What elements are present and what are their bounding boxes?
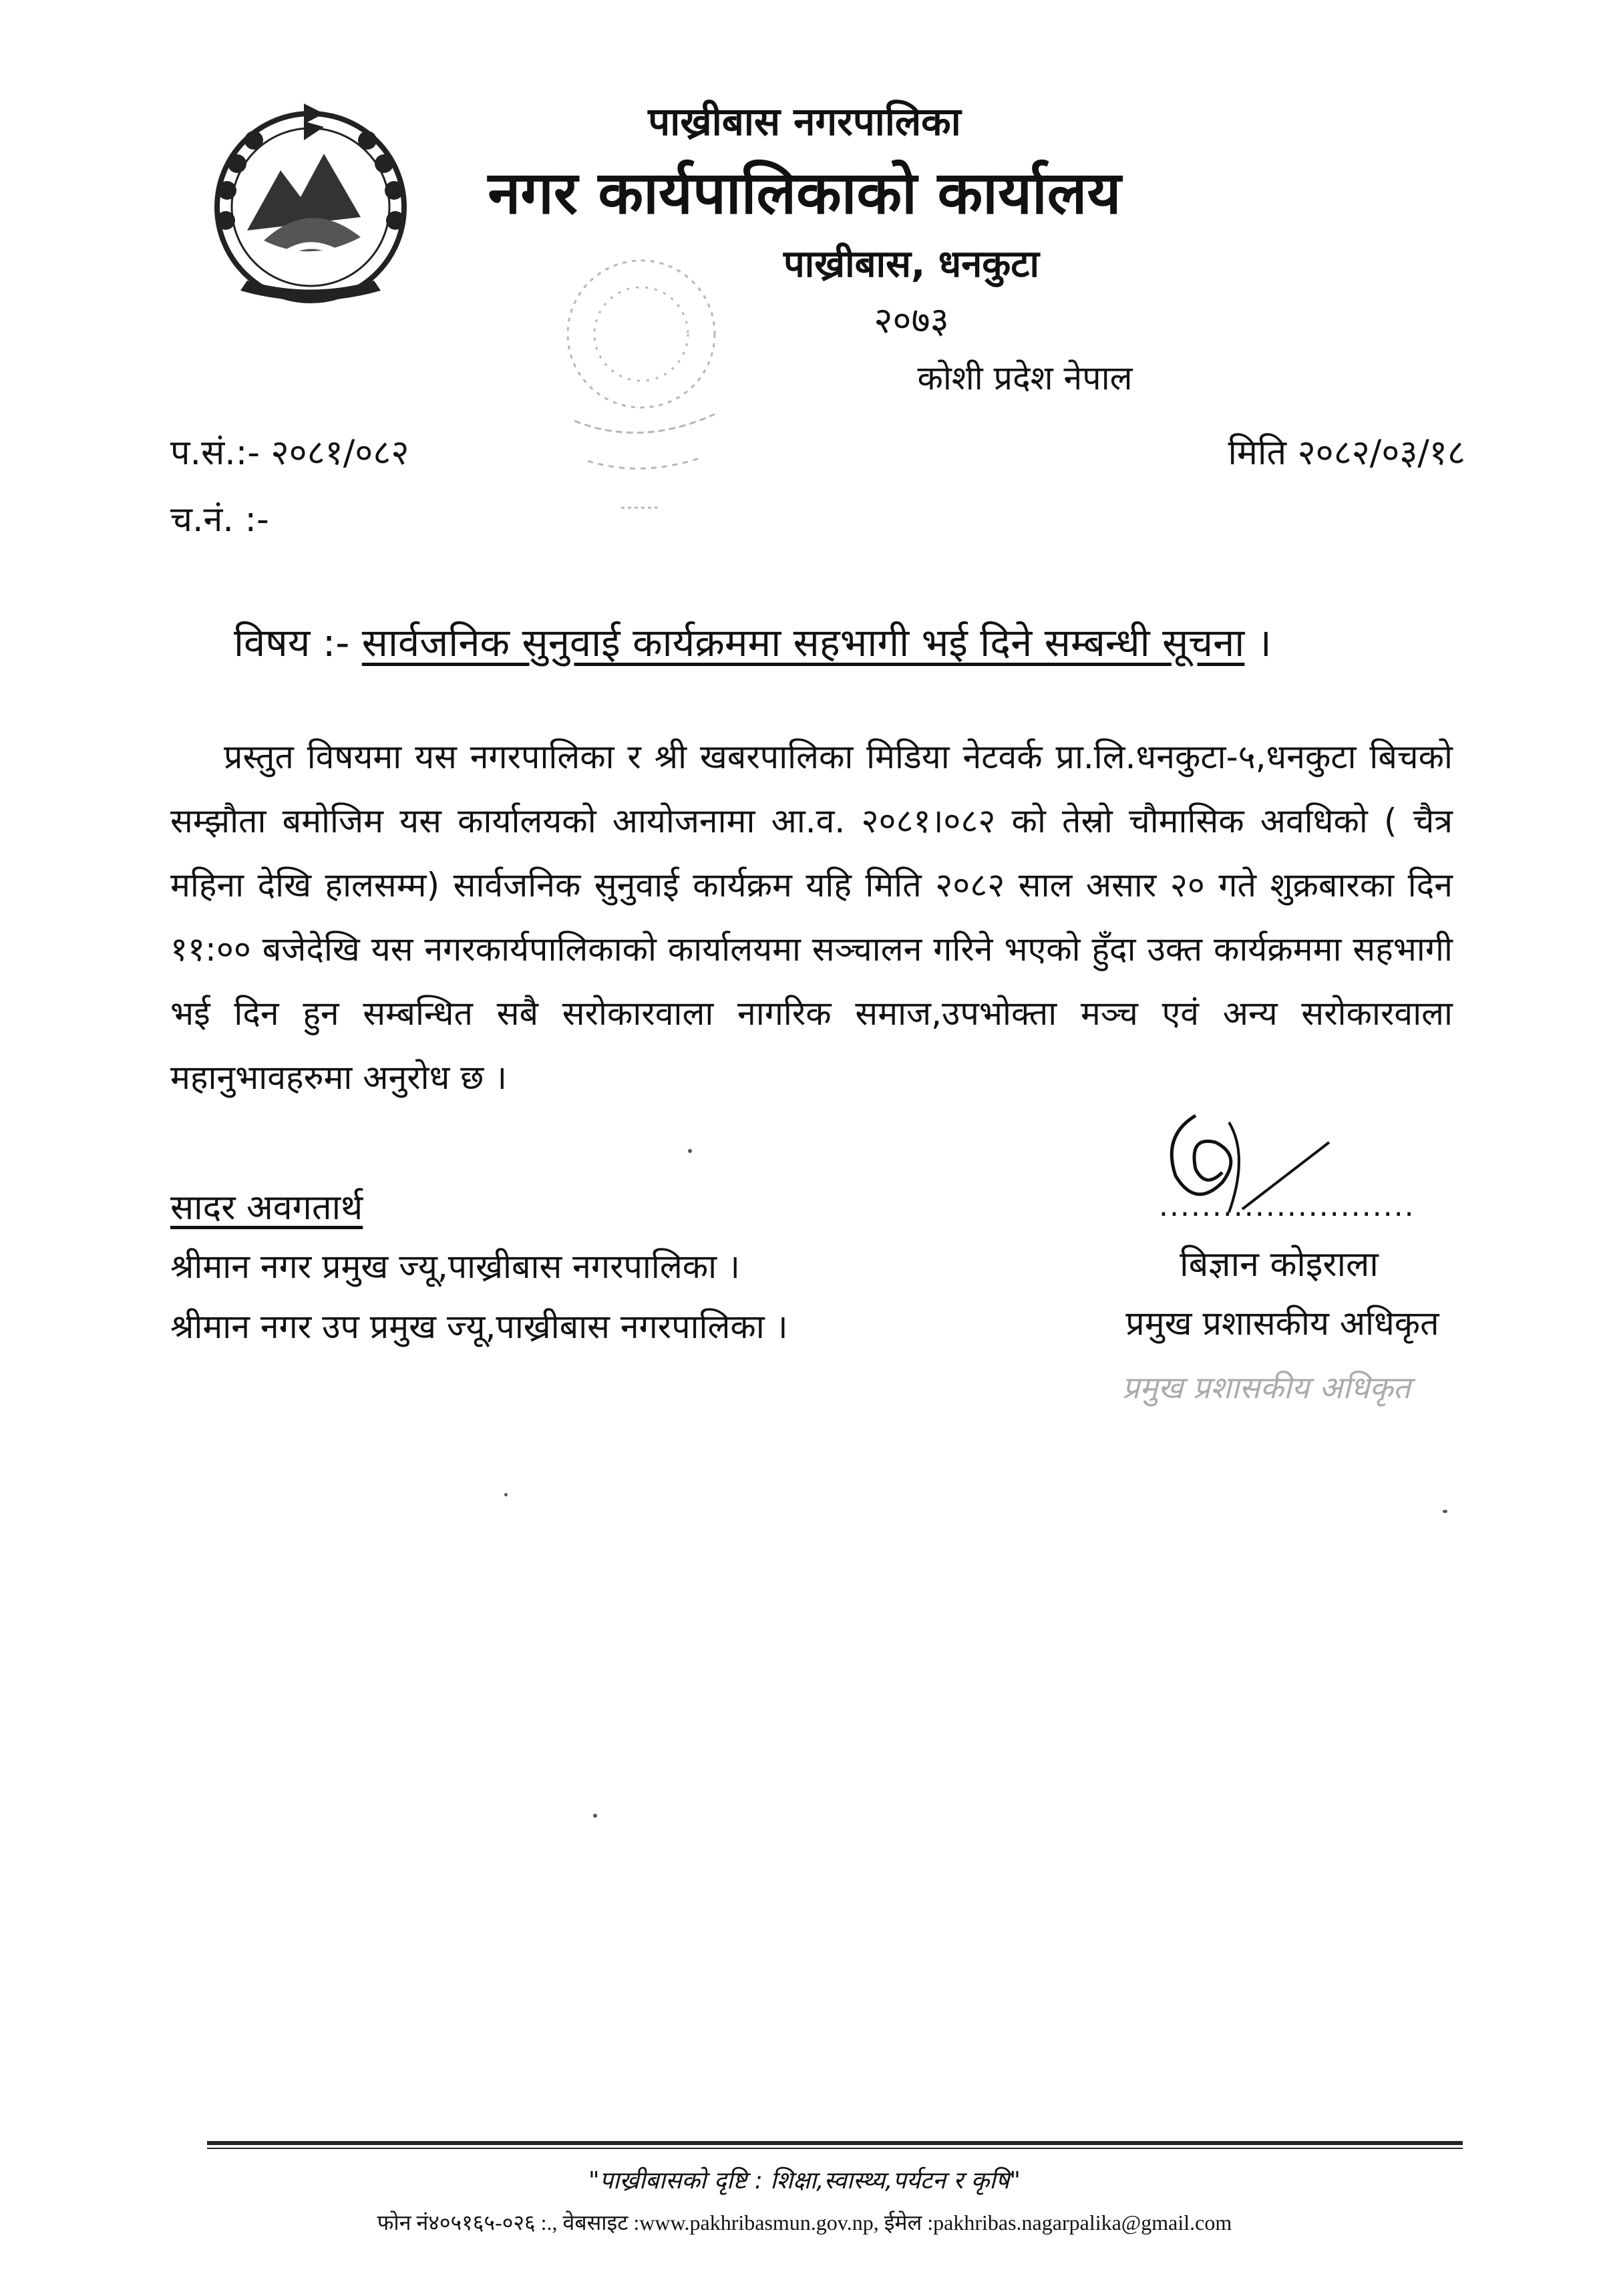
signatory-stamp: प्रमुख प्रशासकीय अधिकृत xyxy=(1122,1369,1411,1406)
province-name: कोशी प्रदेश नेपाल xyxy=(917,359,1133,397)
notice-body: प्रस्तुत विषयमा यस नगरपालिका र श्री खबरपालिका मिडिया नेटवर्क प्रा.लि.धनकुटा-५,धनकुटा बिचको सम्झौता बमोजिम यस कार्यालयको आयोजनामा आ.व. २०८१।०८२ को तेस्रो चौमासिक अवधिको ( चैत्र महिना देखि हालसम्म) सार्वजनिक सुनुवाई कार्यक्रम यहि मिति २०८२ साल असार २० गते शुक्रबारका दिन ११:०० बजेदेखि यस नगरकार्यपालिकाको कार्यालयमा सञ्चालन गरिने भएको हुँदा उक्त कार्यक्रममा सहभागी भई दिन हुन सम्बन्धित सबै सरोकारवाला नागरिक समाज,उपभोक्ता मञ्च एवं अन्य सरोकारवाला महानुभावहरुमा अनुरोध छ । xyxy=(170,737,1453,1097)
reference-number: प.सं.:- २०८१/०८२ xyxy=(170,433,409,473)
scan-speck xyxy=(1443,1510,1447,1513)
cc-recipient: श्रीमान नगर प्रमुख ज्यू,पाख्रीबास नगरपालिका । xyxy=(170,1247,740,1286)
scan-speck xyxy=(593,1814,597,1818)
footer-contact: फोन नं४०५१६५-०२६ :., वेबसाइट :www.pakhribasmun.gov.np, ईमेल :pakhribas.nagarpalika@gmail.com xyxy=(377,2210,1232,2235)
footer-divider xyxy=(207,2141,1463,2145)
subject-line xyxy=(234,615,1272,667)
subject-label: विषय :- xyxy=(234,620,350,665)
subject-text: सार्वजनिक सुनुवाई कार्यक्रममा सहभागी भई दिने सम्बन्धी सूचना xyxy=(361,620,1245,665)
scan-speck xyxy=(688,1149,692,1153)
municipality-name: पाख्रीबास नगरपालिका xyxy=(648,99,961,144)
office-address: पाख्रीबास, धनकुटा xyxy=(783,242,1040,286)
scan-speck xyxy=(504,1493,508,1496)
office-title: नगर कार्यपालिकाको कार्यालय xyxy=(488,158,1121,227)
cc-recipient: श्रीमान नगर उप प्रमुख ज्यू,पाख्रीबास नगरपालिका । xyxy=(170,1307,788,1346)
subject-end: । xyxy=(1256,620,1272,665)
establishment-year: २०७३ xyxy=(874,299,949,341)
signature-dots: ........................ xyxy=(1159,1189,1415,1223)
signatory-title: प्रमुख प्रशासकीय अधिकृत xyxy=(1125,1304,1439,1343)
cc-heading: सादर अवगतार्थ xyxy=(170,1188,363,1228)
letter-date: मिति २०८२/०३/१८ xyxy=(1228,433,1465,473)
dispatch-number: च.नं. :- xyxy=(170,500,269,540)
footer-divider xyxy=(207,2148,1463,2149)
signatory-name: बिज्ञान कोइराला xyxy=(1180,1245,1379,1285)
footer-motto: "पाख्रीबासको दृष्टि : शिक्षा,स्वास्थ्य,पर्यटन र कृषि" xyxy=(588,2167,1021,2194)
office-seal-icon xyxy=(548,247,748,528)
